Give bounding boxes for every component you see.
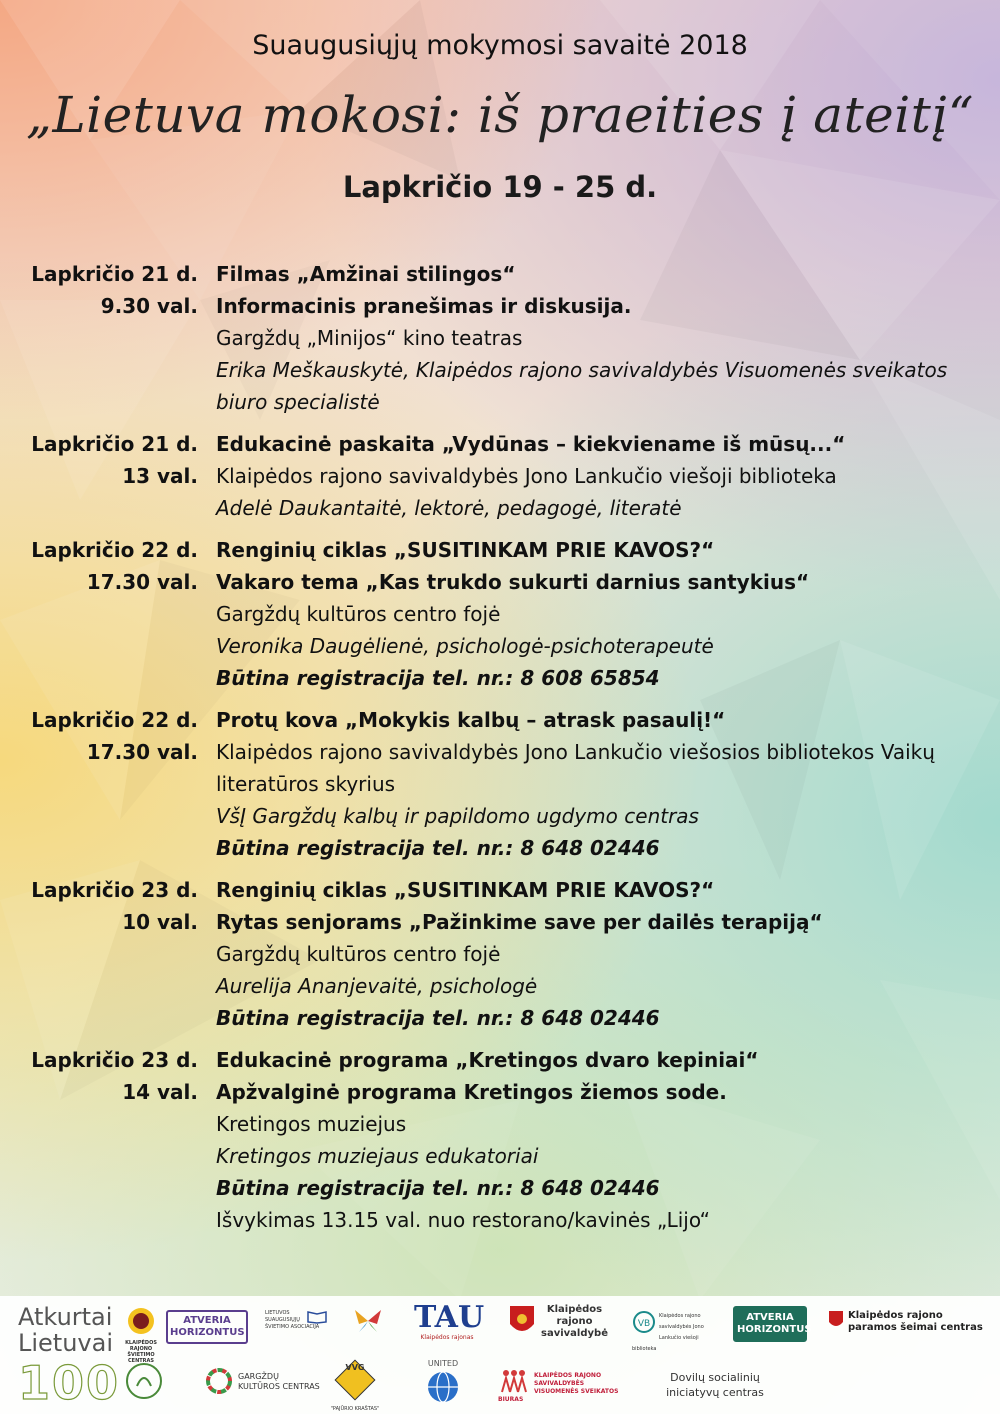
event-subtitle: Informacinis pranešimas ir diskusija. — [216, 294, 632, 318]
event-time: 17.30 val. — [86, 740, 198, 764]
event-registration: Būtina registracija tel. nr.: 8 608 65854 — [216, 666, 660, 690]
atkurtai-text: Atkurtai — [18, 1303, 113, 1331]
event-host: Aurelija Ananjevaitė, psichologė — [216, 974, 538, 998]
paramos-text-1: Klaipėdos rajono — [848, 1310, 943, 1321]
coat-of-arms-icon — [508, 1304, 536, 1338]
doviliu-centras-logo — [660, 1370, 770, 1400]
event-place: Gargždų kultūros centro fojė — [216, 942, 501, 966]
event-registration: Būtina registracija tel. nr.: 8 648 02446 — [216, 1006, 660, 1030]
atveria-horizontus-logo-1 — [166, 1310, 248, 1344]
lietuvos-asociacija-text: LIETUVOS SUAUGUSIŲJŲ ŠVIETIMO ASOCIACIJA — [265, 1310, 320, 1330]
event-item — [0, 258, 1000, 418]
savivaldybe-text-1: Klaipėdos — [546, 1304, 603, 1315]
atkurtai-lietuvai-logo — [18, 1304, 113, 1356]
lietuvai-text: Lietuvai — [18, 1329, 114, 1357]
event-time: 9.30 val. — [100, 294, 198, 318]
event-subtitle: Rytas senjorams „Pažinkime save per dailės terapiją“ — [216, 910, 823, 934]
event-host: Adelė Daukantaitė, lektorė, pedagogė, literatė — [216, 496, 682, 520]
vsb-logo — [498, 1368, 638, 1404]
paramos-shield-icon — [828, 1310, 844, 1330]
circle-emblem-logo — [122, 1360, 166, 1406]
svietimo-centras-text: KLAIPĖDOS RAJONO ŠVIETIMO CENTRAS — [125, 1340, 157, 1364]
event-item — [0, 704, 1000, 864]
event-item — [0, 1044, 1000, 1236]
biblioteka-logo — [632, 1310, 724, 1354]
atkurtai-100-text: 100 — [18, 1356, 121, 1410]
poster-subtitle: Suaugusiųjų mokymosi savaitė 2018 — [252, 30, 748, 61]
event-list — [0, 258, 1000, 1246]
event-details — [216, 874, 976, 1034]
event-host: Erika Meškauskytė, Klaipėdos rajono savivaldybės Visuomenės sveikatos biuro specialistė — [216, 358, 948, 414]
event-when — [0, 704, 198, 864]
event-registration: Būtina registracija tel. nr.: 8 648 02446 — [216, 836, 660, 860]
event-note: Išvykimas 13.15 val. nuo restorano/kavinės „Lijo“ — [216, 1208, 710, 1232]
tau-subtext: Klaipėdos rajonas — [420, 1334, 474, 1341]
event-host: Veronika Daugėlienė, psichologė-psichoterapeutė — [216, 634, 714, 658]
event-date: Lapkričio 23 d. — [31, 1048, 198, 1072]
atveria-horizontus-text-2: ATVERIA HORIZONTUS — [737, 1312, 812, 1335]
event-time: 17.30 val. — [86, 570, 198, 594]
event-item — [0, 428, 1000, 524]
event-time: 10 val. — [122, 910, 198, 934]
event-title: Filmas „Amžinai stilingos“ — [216, 262, 516, 286]
paramos-seimai-logo — [828, 1310, 988, 1334]
event-when — [0, 874, 198, 1034]
event-item — [0, 874, 1000, 1034]
svietimo-centras-icon — [124, 1306, 158, 1336]
circle-emblem-icon — [123, 1360, 165, 1402]
event-time: 13 val. — [122, 464, 198, 488]
event-registration: Būtina registracija tel. nr.: 8 648 02446 — [216, 1176, 660, 1200]
event-date: Lapkričio 21 d. — [31, 262, 198, 286]
vsb-people-icon — [498, 1368, 530, 1394]
event-details — [216, 258, 976, 418]
event-host: Kretingos muziejaus edukatoriai — [216, 1144, 539, 1168]
globe-icon — [425, 1369, 461, 1405]
kc-wreath-icon — [204, 1366, 234, 1396]
event-title: Protų kova „Mokykis kalbų – atrask pasaulį!“ — [216, 708, 726, 732]
event-details — [216, 704, 976, 864]
gkc-text-2: KULTŪROS CENTRAS — [238, 1382, 320, 1391]
lietuvos-asociacija-logo — [265, 1310, 327, 1331]
event-when — [0, 1044, 198, 1236]
event-date: Lapkričio 21 d. — [31, 432, 198, 456]
gkc-text-1: GARGŽDŲ — [238, 1372, 279, 1381]
united-logo — [420, 1358, 466, 1409]
poster-dates: Lapkričio 19 - 25 d. — [342, 170, 658, 204]
paramos-text-2: paramos šeimai centras — [848, 1322, 983, 1333]
doviliu-text-1: Dovilų socialinių — [670, 1371, 760, 1384]
vsb-text-2: VISUOMENĖS SVEIKATOS BIURAS — [498, 1388, 619, 1403]
vvg-logo — [326, 1358, 384, 1412]
event-details — [216, 428, 976, 524]
event-date: Lapkričio 22 d. — [31, 538, 198, 562]
biblioteka-text: Klaipėdos rajono savivaldybės Jono Lankučio viešoji biblioteka — [632, 1313, 704, 1352]
svg-text:VB: VB — [637, 1319, 651, 1329]
savivaldybe-text-2: rajono — [556, 1316, 593, 1327]
sponsor-footer — [0, 1296, 1000, 1414]
event-when — [0, 428, 198, 524]
event-title: Renginių ciklas „SUSITINKAM PRIE KAVOS?“ — [216, 878, 715, 902]
savivaldybe-text-3: savivaldybė — [541, 1328, 608, 1339]
doviliu-text-2: iniciatyvų centras — [666, 1386, 764, 1399]
event-place: Gargždų kultūros centro fojė — [216, 602, 501, 626]
event-place: Klaipėdos rajono savivaldybės Jono Lankučio viešosios bibliotekos Vaikų literatūros skyrius — [216, 740, 935, 796]
event-details — [216, 534, 976, 694]
event-when — [0, 258, 198, 418]
event-place: Klaipėdos rajono savivaldybės Jono Lankučio viešoji biblioteka — [216, 464, 837, 488]
svietimo-centras-logo — [120, 1306, 162, 1364]
event-date: Lapkričio 23 d. — [31, 878, 198, 902]
event-host: VšĮ Gargždų kalbų ir papildomo ugdymo centras — [216, 804, 699, 828]
event-title: Edukacinė paskaita „Vydūnas – kiekviename iš mūsų...“ — [216, 432, 846, 456]
vvg-text-1: VVG — [345, 1363, 365, 1372]
event-title: Edukacinė programa „Kretingos dvaro kepiniai“ — [216, 1048, 759, 1072]
event-date: Lapkričio 22 d. — [31, 708, 198, 732]
event-subtitle: Apžvalginė programa Kretingos žiemos sode. — [216, 1080, 727, 1104]
tau-logo — [414, 1300, 485, 1341]
gargzdu-kc-logo — [204, 1366, 324, 1396]
event-subtitle: Vakaro tema „Kas trukdo sukurti darnius santykius“ — [216, 570, 810, 594]
book-icon — [307, 1310, 327, 1324]
event-title: Renginių ciklas „SUSITINKAM PRIE KAVOS?“ — [216, 538, 715, 562]
butterfly-logo — [350, 1304, 386, 1342]
savivaldybe-logo — [508, 1304, 608, 1340]
event-when — [0, 534, 198, 694]
atveria-horizontus-logo-2 — [733, 1306, 812, 1342]
event-place: Gargždų „Minijos“ kino teatras — [216, 326, 523, 350]
poster-title: „Lietuva mokosi: iš praeities į ateitį“ — [26, 86, 974, 144]
tau-text: TAU — [414, 1300, 485, 1335]
vvg-text-2: "PAJŪRIO KRAŠTAS" — [330, 1406, 380, 1412]
butterfly-icon — [351, 1304, 385, 1338]
atveria-horizontus-text-1: ATVERIA HORIZONTUS — [170, 1315, 245, 1338]
event-details — [216, 1044, 976, 1236]
united-text: UNITED — [427, 1359, 459, 1368]
event-place: Kretingos muziejus — [216, 1112, 407, 1136]
biblioteka-icon — [632, 1310, 656, 1334]
event-time: 14 val. — [122, 1080, 198, 1104]
vsb-text-1: KLAIPĖDOS RAJONO SAVIVALDYBĖS — [534, 1372, 602, 1387]
event-item — [0, 534, 1000, 694]
